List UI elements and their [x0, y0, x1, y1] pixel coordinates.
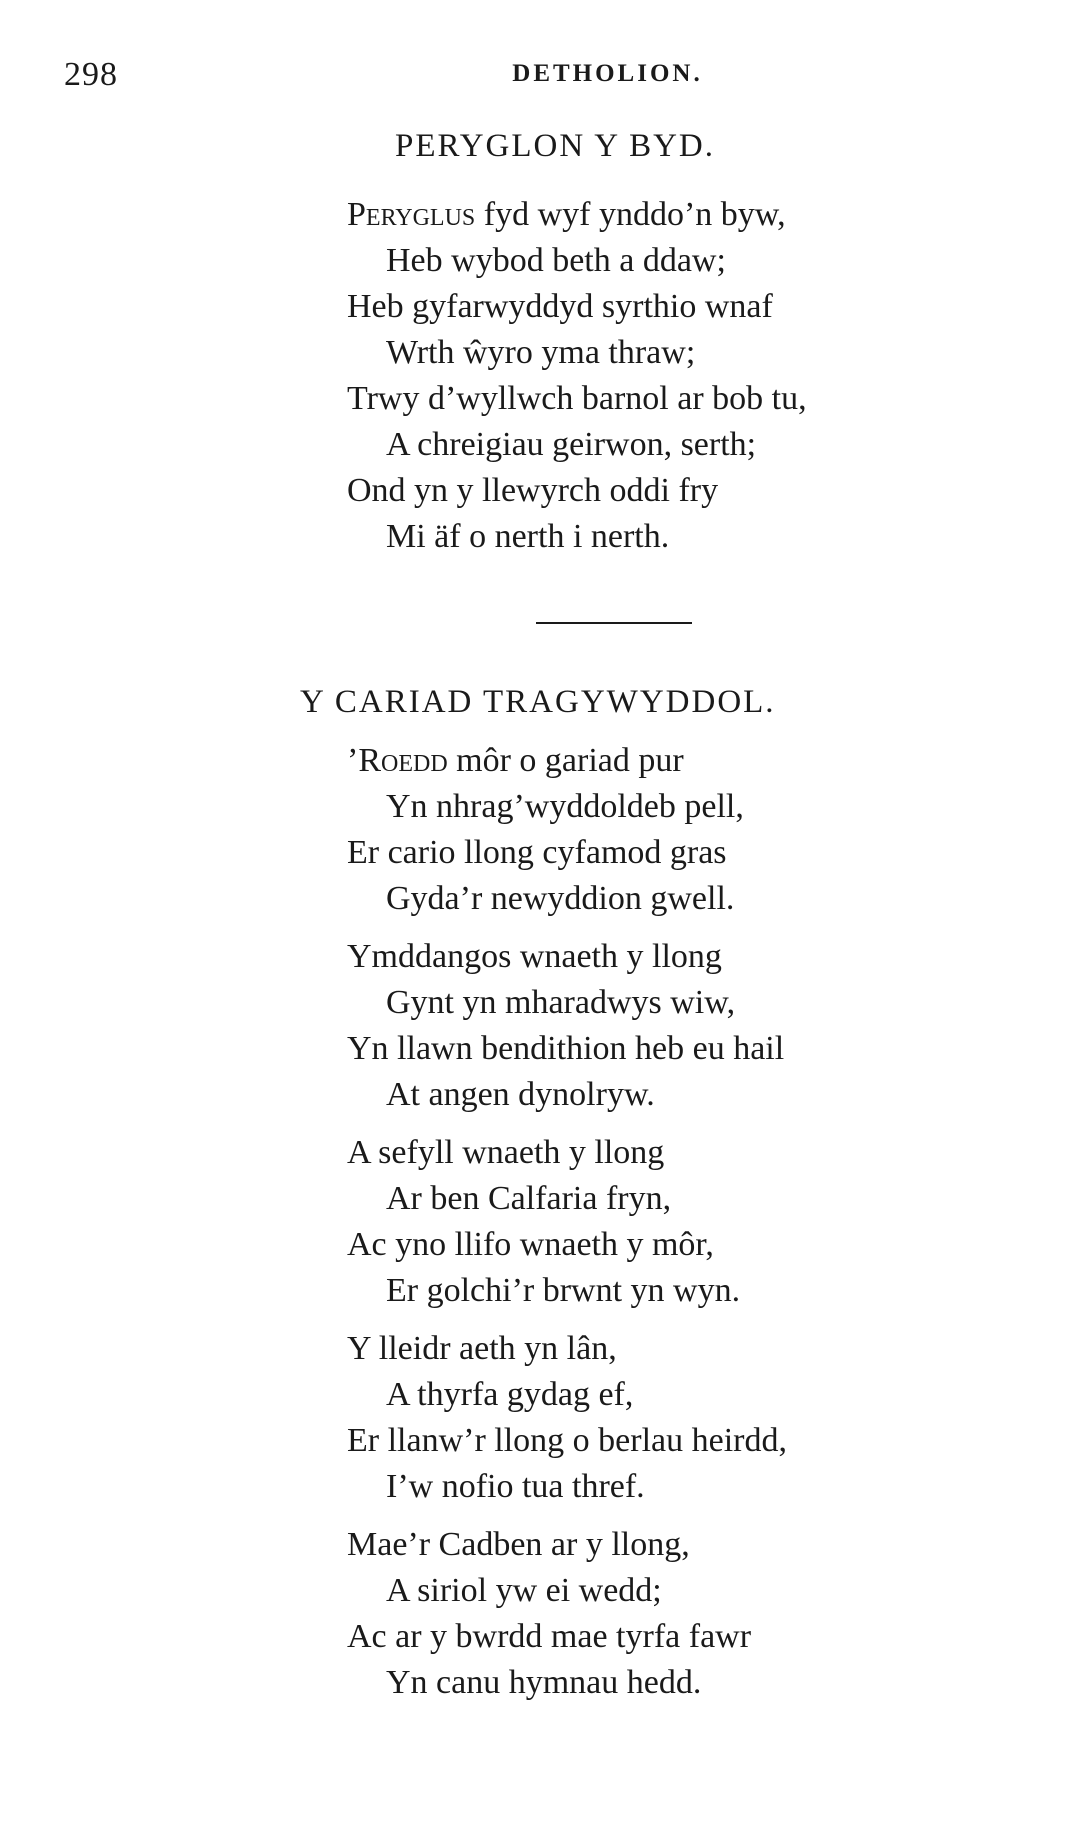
poem-line: Yn canu hymnau hedd.	[386, 1664, 702, 1701]
poem-line: Trwy d’wyllwch barnol ar bob tu,	[347, 380, 807, 417]
poem-line: Mae’r Cadben ar y llong,	[347, 1526, 690, 1563]
page-number: 298	[64, 56, 118, 93]
poem-line	[347, 192, 807, 238]
poem-line: Ac ar y bwrdd mae tyrfa fawr	[347, 1618, 752, 1655]
poem-line: A thyrfa gydag ef,	[386, 1376, 634, 1413]
poem-line: A chreigiau geirwon, serth;	[386, 426, 757, 463]
poem-line: Heb gyfarwyddyd syrthio wnaf	[347, 288, 773, 325]
poem-opening-word: ’Roedd	[347, 742, 448, 779]
poem-line: Gynt yn mharadwys wiw,	[386, 984, 736, 1021]
stanza-gap	[347, 1314, 787, 1326]
poem-y-cariad-tragywyddol	[347, 738, 787, 1706]
poem-line: Ac yno llifo wnaeth y môr,	[347, 1226, 714, 1263]
poem-line: At angen dynolryw.	[386, 1076, 655, 1113]
poem-line: Y lleidr aeth yn lân,	[347, 1330, 617, 1367]
poem-line-text: fyd wyf ynddo’n byw,	[475, 196, 786, 233]
poem-line: Wrth ŵyro yma thraw;	[386, 334, 696, 371]
poem-line: A sefyll wnaeth y llong	[347, 1134, 665, 1171]
poem-line: Mi äf o nerth i nerth.	[386, 518, 670, 555]
running-head	[0, 60, 1065, 88]
poem-line: Ar ben Calfaria fryn,	[386, 1180, 672, 1217]
poem-line: Ymddangos wnaeth y llong	[347, 938, 722, 975]
poem-line: Gyda’r newyddion gwell.	[386, 880, 735, 917]
poem-line: Heb wybod beth a ddaw;	[386, 242, 726, 279]
poem-line: Ond yn y llewyrch oddi fry	[347, 472, 719, 509]
poem-peryglon-y-byd	[347, 192, 807, 560]
running-head-text: DETHOLION.	[512, 60, 703, 87]
poem-line: Er golchi’r brwnt yn wyn.	[386, 1272, 741, 1309]
poem-line: Er llanw’r llong o berlau heirdd,	[347, 1422, 787, 1459]
poem-line: A siriol yw ei wedd;	[386, 1572, 662, 1609]
stanza-gap	[347, 922, 787, 934]
poem-opening-word: Peryglus	[347, 196, 476, 233]
poem-title-peryglon: PERYGLON Y BYD.	[395, 128, 715, 164]
section-divider	[536, 622, 692, 624]
poem-line: Yn llawn bendithion heb eu hail	[347, 1030, 785, 1067]
poem-line: I’w nofio tua thref.	[386, 1468, 645, 1505]
poem-line-text: môr o gariad pur	[447, 742, 684, 779]
poem-line	[347, 738, 787, 784]
poem-line: Yn nhrag’wyddoldeb pell,	[386, 788, 744, 825]
poem-title-cariad: Y CARIAD TRAGYWYDDOL.	[300, 684, 776, 720]
stanza-gap	[347, 1510, 787, 1522]
poem-line: Er cario llong cyfamod gras	[347, 834, 727, 871]
stanza-gap	[347, 1118, 787, 1130]
